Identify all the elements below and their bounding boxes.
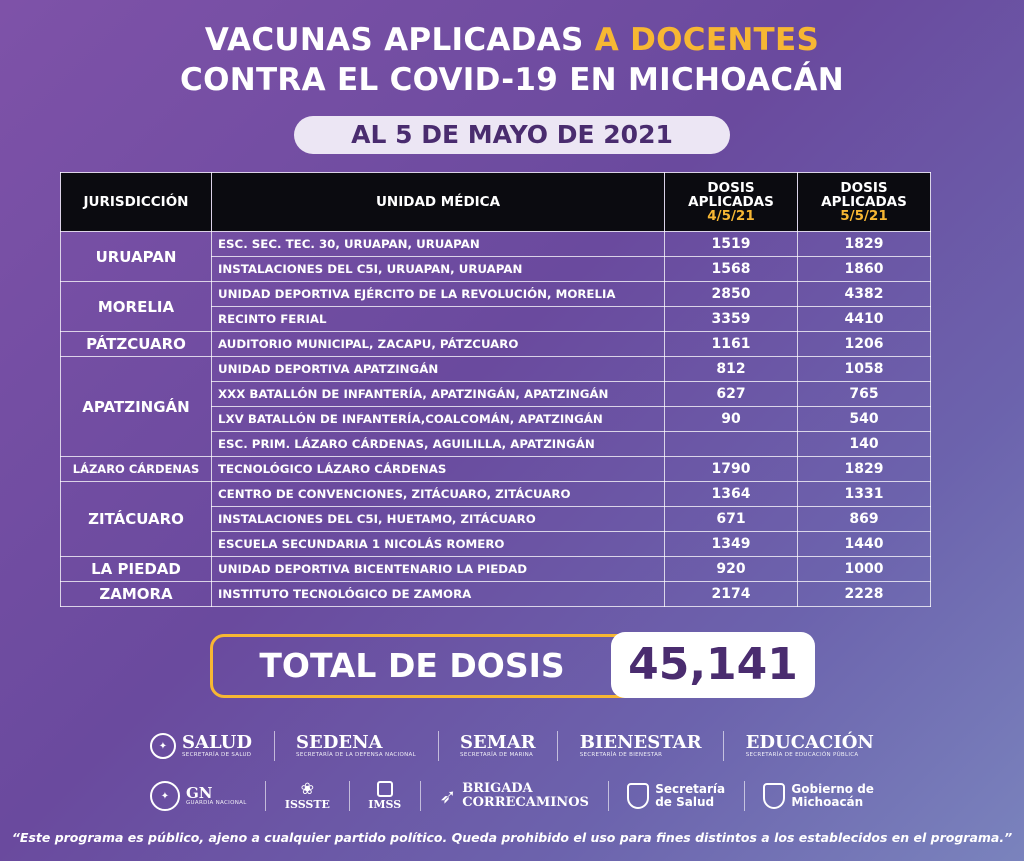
- dosis-4-5-cell: 2174: [665, 582, 798, 607]
- header-dosis-1-line2: APLICADAS: [688, 194, 774, 210]
- divider: [420, 781, 421, 811]
- dosis-4-5-cell: 1349: [665, 532, 798, 557]
- logo-gobierno-name2: Michoacán: [791, 795, 864, 809]
- unidad-cell: INSTITUTO TECNOLÓGICO DE ZAMORA: [212, 582, 665, 607]
- divider: [274, 731, 275, 761]
- logo-semar-name: SEMAR: [460, 731, 536, 753]
- divider: [723, 731, 724, 761]
- unidad-cell: UNIDAD DEPORTIVA APATZINGÁN: [212, 357, 665, 382]
- table-row: [61, 332, 931, 357]
- unidad-cell: INSTALACIONES DEL C5I, URUAPAN, URUAPAN: [212, 257, 665, 282]
- logo-semar: [460, 731, 536, 759]
- logo-sedena-sub: SECRETARÍA DE LA DEFENSA NACIONAL: [296, 751, 416, 758]
- jurisdiccion-cell: URUAPAN: [61, 232, 212, 282]
- dosis-4-5-cell: 812: [665, 357, 798, 382]
- logo-row-2: [150, 776, 874, 816]
- unidad-cell: XXX BATALLÓN DE INFANTERÍA, APATZINGÁN, APATZINGÁN: [212, 382, 665, 407]
- unidad-cell: CENTRO DE CONVENCIONES, ZITÁCUARO, ZITÁCUARO: [212, 482, 665, 507]
- logo-secretaria-salud-name2: de Salud: [655, 795, 715, 809]
- jurisdiccion-cell: MORELIA: [61, 282, 212, 332]
- dosis-4-5-cell: 1790: [665, 457, 798, 482]
- table-body: [61, 232, 931, 607]
- unidad-cell: ESCUELA SECUNDARIA 1 NICOLÁS ROMERO: [212, 532, 665, 557]
- total-box: [210, 634, 814, 698]
- header-dosis-2-line2: APLICADAS: [821, 194, 907, 210]
- unidad-cell: ESC. PRIM. LÁZARO CÁRDENAS, AGUILILLA, APATZINGÁN: [212, 432, 665, 457]
- divider: [608, 781, 609, 811]
- dosis-5-5-cell: 869: [798, 507, 931, 532]
- divider: [557, 731, 558, 761]
- divider: [265, 781, 266, 811]
- logo-brigada: [439, 782, 588, 810]
- dosis-5-5-cell: 765: [798, 382, 931, 407]
- header-jurisdiccion: JURISDICCIÓN: [61, 173, 212, 232]
- header-dosis-2-date: 5/5/21: [840, 208, 888, 224]
- jurisdiccion-cell: LA PIEDAD: [61, 557, 212, 582]
- logo-salud: [150, 733, 252, 759]
- dosis-4-5-cell: 1568: [665, 257, 798, 282]
- title-line-1: [0, 22, 1024, 58]
- table-row: [61, 582, 931, 607]
- date-badge: AL 5 DE MAYO DE 2021: [294, 116, 730, 154]
- title-part-1: VACUNAS APLICADAS: [204, 22, 584, 58]
- table-header-row: [61, 173, 931, 232]
- logo-issste: [284, 778, 330, 812]
- dosis-5-5-cell: 1829: [798, 457, 931, 482]
- title-line-2: CONTRA EL COVID-19 EN MICHOACÁN: [180, 62, 844, 98]
- michoacan-shield-icon: [763, 783, 785, 809]
- dosis-5-5-cell: 140: [798, 432, 931, 457]
- dosis-5-5-cell: 1440: [798, 532, 931, 557]
- issste-icon: ❀: [300, 778, 315, 798]
- logo-secretaria-salud: [627, 783, 725, 809]
- dosis-4-5-cell: 627: [665, 382, 798, 407]
- dosis-5-5-cell: 1000: [798, 557, 931, 582]
- logo-imss-name: IMSS: [368, 797, 402, 811]
- logo-educacion-sub: SECRETARÍA DE EDUCACIÓN PÚBLICA: [745, 751, 859, 758]
- unidad-cell: ESC. SEC. TEC. 30, URUAPAN, URUAPAN: [212, 232, 665, 257]
- jurisdiccion-cell: ZITÁCUARO: [61, 482, 212, 557]
- header-dosis-2: [798, 173, 931, 232]
- logo-gn-sub: GUARDIA NACIONAL: [186, 799, 247, 806]
- table-row: [61, 457, 931, 482]
- dosis-4-5-cell: 90: [665, 407, 798, 432]
- dosis-5-5-cell: 1058: [798, 357, 931, 382]
- logo-row-1: [150, 728, 874, 764]
- logo-sedena-name: SEDENA: [296, 731, 383, 753]
- dosis-4-5-cell: 2850: [665, 282, 798, 307]
- logo-gobierno-name: Gobierno de: [791, 782, 874, 796]
- dosis-5-5-cell: 4410: [798, 307, 931, 332]
- jurisdiccion-cell: PÁTZCUARO: [61, 332, 212, 357]
- unidad-cell: TECNOLÓGICO LÁZARO CÁRDENAS: [212, 457, 665, 482]
- logo-gn: [150, 781, 247, 811]
- unidad-cell: UNIDAD DEPORTIVA EJÉRCITO DE LA REVOLUCIÓN, MORELIA: [212, 282, 665, 307]
- total-value: 45,141: [611, 632, 815, 698]
- logo-salud-sub: SECRETARÍA DE SALUD: [182, 751, 252, 758]
- jurisdiccion-cell: ZAMORA: [61, 582, 212, 607]
- logo-brigada-name: BRIGADA: [462, 781, 533, 796]
- unidad-cell: RECINTO FERIAL: [212, 307, 665, 332]
- disclaimer: “Este programa es público, ajeno a cualquier partido político. Queda prohibido el uso para fines distintos a los establecidos en el programa.”: [11, 830, 1013, 845]
- table-row: [61, 232, 931, 257]
- unidad-cell: UNIDAD DEPORTIVA BICENTENARIO LA PIEDAD: [212, 557, 665, 582]
- michoacan-shield-icon: [627, 783, 649, 809]
- header-dosis-1: [665, 173, 798, 232]
- dosis-5-5-cell: 540: [798, 407, 931, 432]
- dosis-4-5-cell: 1519: [665, 232, 798, 257]
- unidad-cell: LXV BATALLÓN DE INFANTERÍA,COALCOMÁN, APATZINGÁN: [212, 407, 665, 432]
- title-part-2: A DOCENTES: [594, 22, 820, 58]
- logo-gobierno-michoacan: [763, 783, 874, 809]
- logo-gn-name: GN: [186, 783, 213, 802]
- dosis-4-5-cell: 671: [665, 507, 798, 532]
- divider: [438, 731, 439, 761]
- dosis-5-5-cell: 2228: [798, 582, 931, 607]
- logo-bienestar: [579, 731, 702, 759]
- roadrunner-icon: ➶: [439, 784, 457, 808]
- dosis-4-5-cell: 1364: [665, 482, 798, 507]
- unidad-cell: AUDITORIO MUNICIPAL, ZACAPU, PÁTZCUARO: [212, 332, 665, 357]
- dosis-4-5-cell: 1161: [665, 332, 798, 357]
- logo-brigada-name2: CORRECAMINOS: [462, 795, 589, 810]
- imss-icon: [377, 781, 393, 797]
- table-row: [61, 557, 931, 582]
- logo-sedena: [296, 731, 416, 759]
- header-dosis-1-line1: DOSIS: [707, 180, 755, 196]
- logo-educacion-name: EDUCACIÓN: [745, 731, 874, 753]
- logo-issste-name: ISSSTE: [284, 797, 330, 811]
- jurisdiccion-cell: LÁZARO CÁRDENAS: [61, 457, 212, 482]
- header-dosis-1-date: 4/5/21: [707, 208, 755, 224]
- logo-bienestar-name: BIENESTAR: [579, 731, 702, 753]
- dosis-5-5-cell: 1860: [798, 257, 931, 282]
- logo-semar-sub: SECRETARÍA DE MARINA: [460, 751, 534, 758]
- logo-educacion: [745, 731, 874, 759]
- logo-secretaria-salud-name: Secretaría: [655, 782, 726, 796]
- header-unidad: UNIDAD MÉDICA: [212, 173, 665, 232]
- logo-salud-name: SALUD: [182, 731, 252, 753]
- logo-imss: [368, 781, 401, 812]
- table-row: [61, 282, 931, 307]
- eagle-seal-icon: ✦: [150, 781, 180, 811]
- dosis-5-5-cell: 1829: [798, 232, 931, 257]
- vaccination-table: [60, 172, 931, 607]
- divider: [349, 781, 350, 811]
- eagle-seal-icon: ✦: [150, 733, 176, 759]
- dosis-4-5-cell: 920: [665, 557, 798, 582]
- dosis-5-5-cell: 1206: [798, 332, 931, 357]
- dosis-5-5-cell: 1331: [798, 482, 931, 507]
- dosis-4-5-cell: [665, 432, 798, 457]
- dosis-5-5-cell: 4382: [798, 282, 931, 307]
- jurisdiccion-cell: APATZINGÁN: [61, 357, 212, 457]
- header-dosis-2-line1: DOSIS: [840, 180, 888, 196]
- divider: [744, 781, 745, 811]
- logo-bienestar-sub: SECRETARÍA DE BIENESTAR: [579, 751, 663, 758]
- total-label: TOTAL DE DOSIS: [259, 646, 565, 685]
- table-row: [61, 357, 931, 382]
- unidad-cell: INSTALACIONES DEL C5I, HUETAMO, ZITÁCUARO: [212, 507, 665, 532]
- dosis-4-5-cell: 3359: [665, 307, 798, 332]
- table-row: [61, 482, 931, 507]
